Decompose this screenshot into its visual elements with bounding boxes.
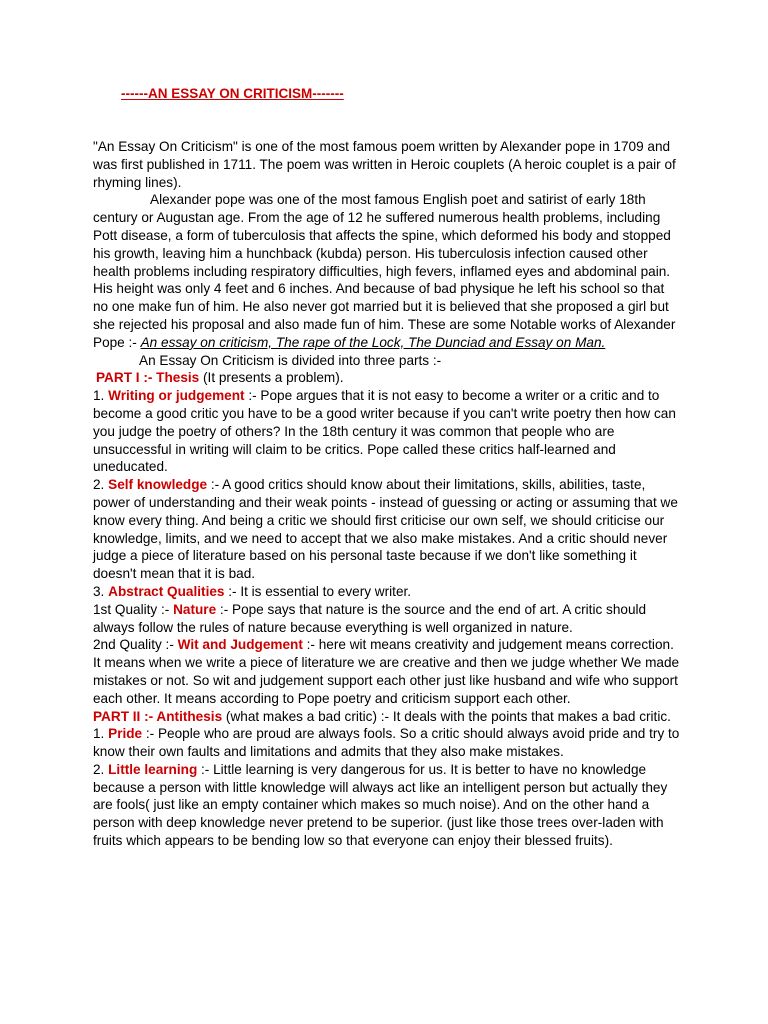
part2-label: PART II :- Antithesis [93,708,223,724]
point-text: :- People who are proud are always fools. So a critic should always avoid pride and try to know their own faults and limitations and admits that they also make mistakes. [93,726,680,760]
quality-prefix: 1st Quality :- [93,601,174,617]
quality-label: Wit and Judgement [177,637,303,653]
point-number: 3. [93,583,109,599]
point-self-knowledge [93,476,683,583]
point-text: :- A good critics should know about their limitations, skills, abilities, taste, power of understanding and their weak points - instead of guessing or acting or assuming that we know every thing. And being a critic we should first criticise our own self, we should criticise our knowledge, limits, and we need to accept that we also make mistakes. And a critic should never judge a piece of literature based on his personal taste because if we don't like something it doesn't mean that it is bad. [93,477,678,582]
point-number: 1. [93,388,109,404]
part1-note: (It presents a problem). [199,370,344,386]
part2-note: (what makes a bad critic) :- It deals with the points that makes a bad critic. [222,708,671,724]
point-text: :- Little learning is very dangerous for us. It is better to have no knowledge because a person with little knowledge will always act like an intelligent person but actually they are fools( just like an empty container which makes so much noise). And on the other hand a person with deep knowledge never pretend to be superior. (just like those trees over-laden with fruits which appears to be bending low so that everyone can enjoy their blessed fruits). [93,761,668,849]
quality-prefix: 2nd Quality :- [93,637,178,653]
point-number: 1. [93,726,109,742]
intro-paragraph: "An Essay On Criticism" is one of the most famous poem written by Alexander pope in 1709 and was first published in 1711. The poem was written in Heroic couplets (A heroic couplet is a pair of rhyming lines). [93,139,676,190]
quality-wit-judgement [93,636,683,707]
point-label: Writing or judgement [108,388,245,404]
quality-nature [93,601,683,637]
biography-paragraph [93,191,683,351]
document-body [93,138,683,850]
point-little-learning [93,761,683,850]
part1-label: PART I :- Thesis [96,370,200,386]
quality-text: :- Pope says that nature is the source and the end of art. A critic should always follow the rules of nature because everything is well organized in nature. [93,601,647,635]
point-abstract-qualities [93,583,683,601]
point-text: :- Pope argues that it is not easy to become a writer or a critic and to become a good critic you have to be a good writer because if you can't write poetry then how can you judge the poetry of others? In the 18th century it was common that people who are unsuccessful in writing will claim to be critics. Pope called these critics half-learned and uneducated. [93,388,676,475]
quality-text: :- here wit means creativity and judgement means correction. It means when we write a piece of literature we are creative and then we judge whether We made mistakes or not. So wit and judgement support each other just like husband and wife who support each other. It means according to Pope poetry and criticism support each other. [93,637,680,706]
point-label: Little learning [108,761,198,777]
part2-heading [93,708,683,726]
point-number: 2. [93,477,109,493]
point-label: Pride [108,726,143,742]
point-label: Self knowledge [108,477,208,493]
point-label: Abstract Qualities [108,583,225,599]
document-title: ------AN ESSAY ON CRITICISM------- [121,86,344,101]
quality-label: Nature [173,601,217,617]
point-number: 2. [93,761,109,777]
parts-intro: An Essay On Criticism is divided into three parts :- [139,352,442,368]
part1-heading [93,369,683,387]
notable-works: An essay on criticism, The rape of the Lock, The Dunciad and Essay on Man. [140,334,606,350]
point-writing-judgement [93,387,683,476]
point-text: :- It is essential to every writer. [224,583,412,599]
biography-text: Alexander pope was one of the most famous English poet and satirist of early 18th century or Augustan age. From the age of 12 he suffered numerous health problems, including Pott disease, a form of tuberculosis that affects the spine, which deformed his body and stopped his growth, leaving him a hunchback (kubda) person. His tuberculosis infection caused other health problems including respiratory difficulties, high fevers, inflamed eyes and abdominal pain. His height was only 4 feet and 6 inches. And because of bad physique he left his school so that no one make fun of him. He also never got married but it is believed that she proposed a girl but she rejected his proposal and also made fun of him. These are some Notable works of Alexander Pope :- [93,192,676,350]
point-pride [93,725,683,761]
